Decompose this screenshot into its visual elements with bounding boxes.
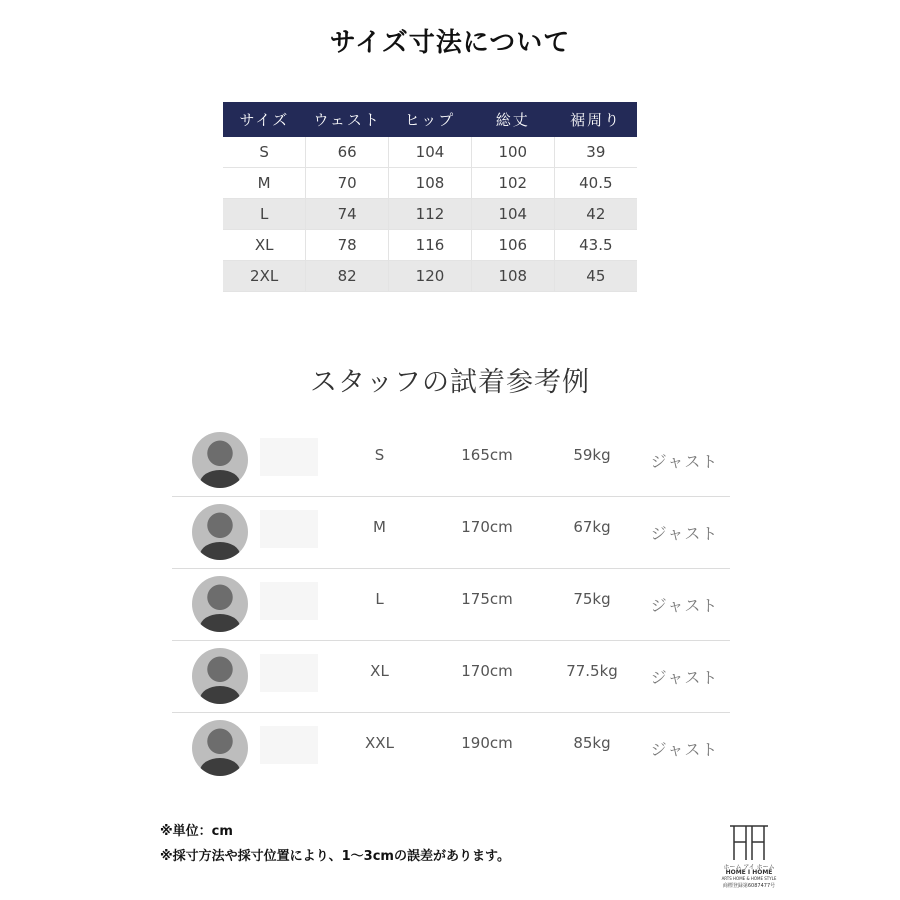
cell-waist: 66 [306,137,389,168]
staff-size: S [374,446,385,464]
cell-hip: 116 [389,230,472,261]
cell-hem: 39 [554,137,637,168]
cell-length: 104 [471,199,554,230]
cell-size: L [223,199,306,230]
staff-height: 170cm [461,662,513,680]
logo-trademark: 商標登録第6087477号 [722,883,776,889]
staff-height: 170cm [461,518,513,536]
staff-weight: 59kg [573,446,611,464]
size-row-l [223,199,637,230]
cell-waist: 70 [306,168,389,199]
cell-hip: 108 [389,168,472,199]
size-row-s [223,137,637,168]
cell-hem: 42 [554,199,637,230]
staff-weight: 77.5kg [566,662,618,680]
header-length: 総丈 [471,102,554,137]
header-hip: ヒップ [389,102,472,137]
cell-waist: 78 [306,230,389,261]
staff-fit: ジャスト [650,740,719,759]
staff-name-placeholder [260,438,318,476]
cell-size: M [223,168,306,199]
size-row-m [223,168,637,199]
brand-logo-mark-icon [722,822,780,862]
measurement-error-note: ※採寸方法や採寸位置により、1～3cmの誤差があります。 [160,849,510,864]
cell-size: S [223,137,306,168]
cell-length: 106 [471,230,554,261]
header-hem: 裾周り [554,102,637,137]
staff-avatar [192,648,248,704]
staff-avatar [192,576,248,632]
cell-hem: 43.5 [554,230,637,261]
staff-name-placeholder [260,726,318,764]
staff-avatar [192,432,248,488]
staff-row [172,712,730,784]
staff-avatar [192,504,248,560]
size-row-xl [223,230,637,261]
size-row-2xl [223,261,637,292]
cell-length: 102 [471,168,554,199]
cell-hip: 112 [389,199,472,230]
size-chart-header-row [223,102,637,137]
staff-height: 165cm [461,446,513,464]
staff-name-placeholder [260,510,318,548]
staff-size: XXL [365,734,394,752]
staff-row [172,496,730,569]
staff-height: 175cm [461,590,513,608]
staff-row [172,640,730,713]
staff-height: 190cm [461,734,513,752]
header-size: サイズ [223,102,306,137]
staff-weight: 75kg [573,590,611,608]
size-chart-title: サイズ寸法について [329,28,571,58]
staff-fit: ジャスト [650,596,719,615]
size-chart-table [223,102,637,292]
staff-size: M [373,518,386,536]
staff-fitting-title: スタッフの試着参考例 [310,367,590,398]
staff-size: XL [370,662,389,680]
staff-fit: ジャスト [650,668,719,687]
staff-fit: ジャスト [650,524,719,543]
header-waist: ウェスト [306,102,389,137]
staff-weight: 85kg [573,734,611,752]
cell-waist: 74 [306,199,389,230]
cell-length: 108 [471,261,554,292]
cell-hip: 120 [389,261,472,292]
staff-size: L [375,590,384,608]
unit-note: ※単位：cm [160,824,233,839]
staff-avatar [192,720,248,776]
cell-waist: 82 [306,261,389,292]
cell-size: 2XL [223,261,306,292]
staff-row [172,568,730,641]
staff-weight: 67kg [573,518,611,536]
staff-name-placeholder [260,582,318,620]
staff-row [172,424,730,497]
cell-hem: 45 [554,261,637,292]
cell-hip: 104 [389,137,472,168]
logo-wordmark: HOME I HOME [725,869,773,876]
logo-tagline: ARTS HOME & HOME STYLE [721,876,777,881]
cell-size: XL [223,230,306,261]
cell-hem: 40.5 [554,168,637,199]
staff-fit: ジャスト [650,452,719,471]
staff-name-placeholder [260,654,318,692]
logo-kana: ホーム アイ ホーム [723,864,775,871]
cell-length: 100 [471,137,554,168]
